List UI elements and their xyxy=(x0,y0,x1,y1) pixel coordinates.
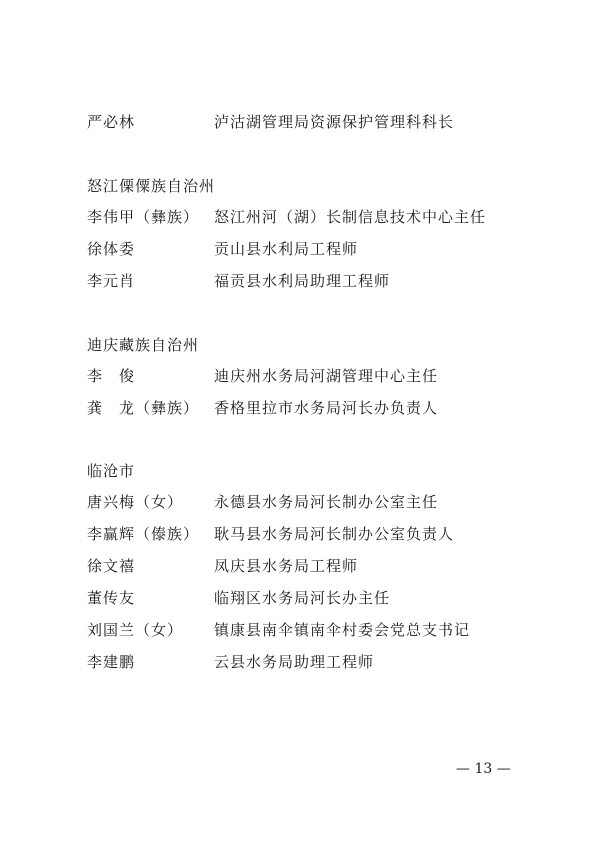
person-title: 镇康县南伞镇南伞村委会党总支书记 xyxy=(214,621,471,639)
list-item xyxy=(87,652,527,684)
person-title: 云县水务局助理工程师 xyxy=(214,653,375,671)
group-continued xyxy=(87,112,527,144)
person-name: 李建鹏 xyxy=(87,653,136,671)
person-name: 刘国兰（女） xyxy=(87,621,184,639)
person-name: 李伟甲（彝族） xyxy=(87,208,200,226)
person-title: 耿马县水务局河长制办公室负责人 xyxy=(214,525,455,543)
person-title: 福贡县水利局助理工程师 xyxy=(214,272,391,290)
group-nujiang xyxy=(87,176,527,303)
person-title: 临翔区水务局河长办主任 xyxy=(214,589,391,607)
list-item xyxy=(87,239,527,271)
list-item xyxy=(87,588,527,620)
person-name: 李赢辉（傣族） xyxy=(87,525,200,543)
person-title: 怒江州河（湖）长制信息技术中心主任 xyxy=(214,208,487,226)
person-name: 严必林 xyxy=(87,113,136,131)
list-item xyxy=(87,524,527,556)
person-title: 凤庆县水务局工程师 xyxy=(214,557,359,575)
list-item xyxy=(87,366,527,398)
group-lincang xyxy=(87,461,527,684)
person-name: 龚 龙（彝族） xyxy=(87,399,200,417)
group-diqing xyxy=(87,335,527,430)
person-title: 贡山县水利局工程师 xyxy=(214,240,359,258)
person-name: 唐兴梅（女） xyxy=(87,493,184,511)
list-item xyxy=(87,207,527,239)
list-item xyxy=(87,556,527,588)
person-name: 徐文禧 xyxy=(87,557,136,575)
person-name: 徐体委 xyxy=(87,240,136,258)
person-title: 永德县水务局河长制办公室主任 xyxy=(214,493,439,511)
person-name: 李 俊 xyxy=(87,367,136,385)
list-item xyxy=(87,492,527,524)
person-name: 董传友 xyxy=(87,589,136,607)
person-title: 迪庆州水务局河湖管理中心主任 xyxy=(214,367,439,385)
person-title: 泸沽湖管理局资源保护管理科科长 xyxy=(214,113,455,131)
page-number: — 13 — xyxy=(456,761,511,777)
person-title: 香格里拉市水务局河长办负责人 xyxy=(214,399,439,417)
region-heading: 怒江傈僳族自治州 xyxy=(87,177,216,195)
list-item xyxy=(87,112,527,144)
region-heading: 临沧市 xyxy=(87,462,136,480)
region-heading: 迪庆藏族自治州 xyxy=(87,336,200,354)
person-name: 李元肖 xyxy=(87,272,136,290)
list-item xyxy=(87,620,527,652)
list-item xyxy=(87,271,527,303)
list-item xyxy=(87,398,527,430)
